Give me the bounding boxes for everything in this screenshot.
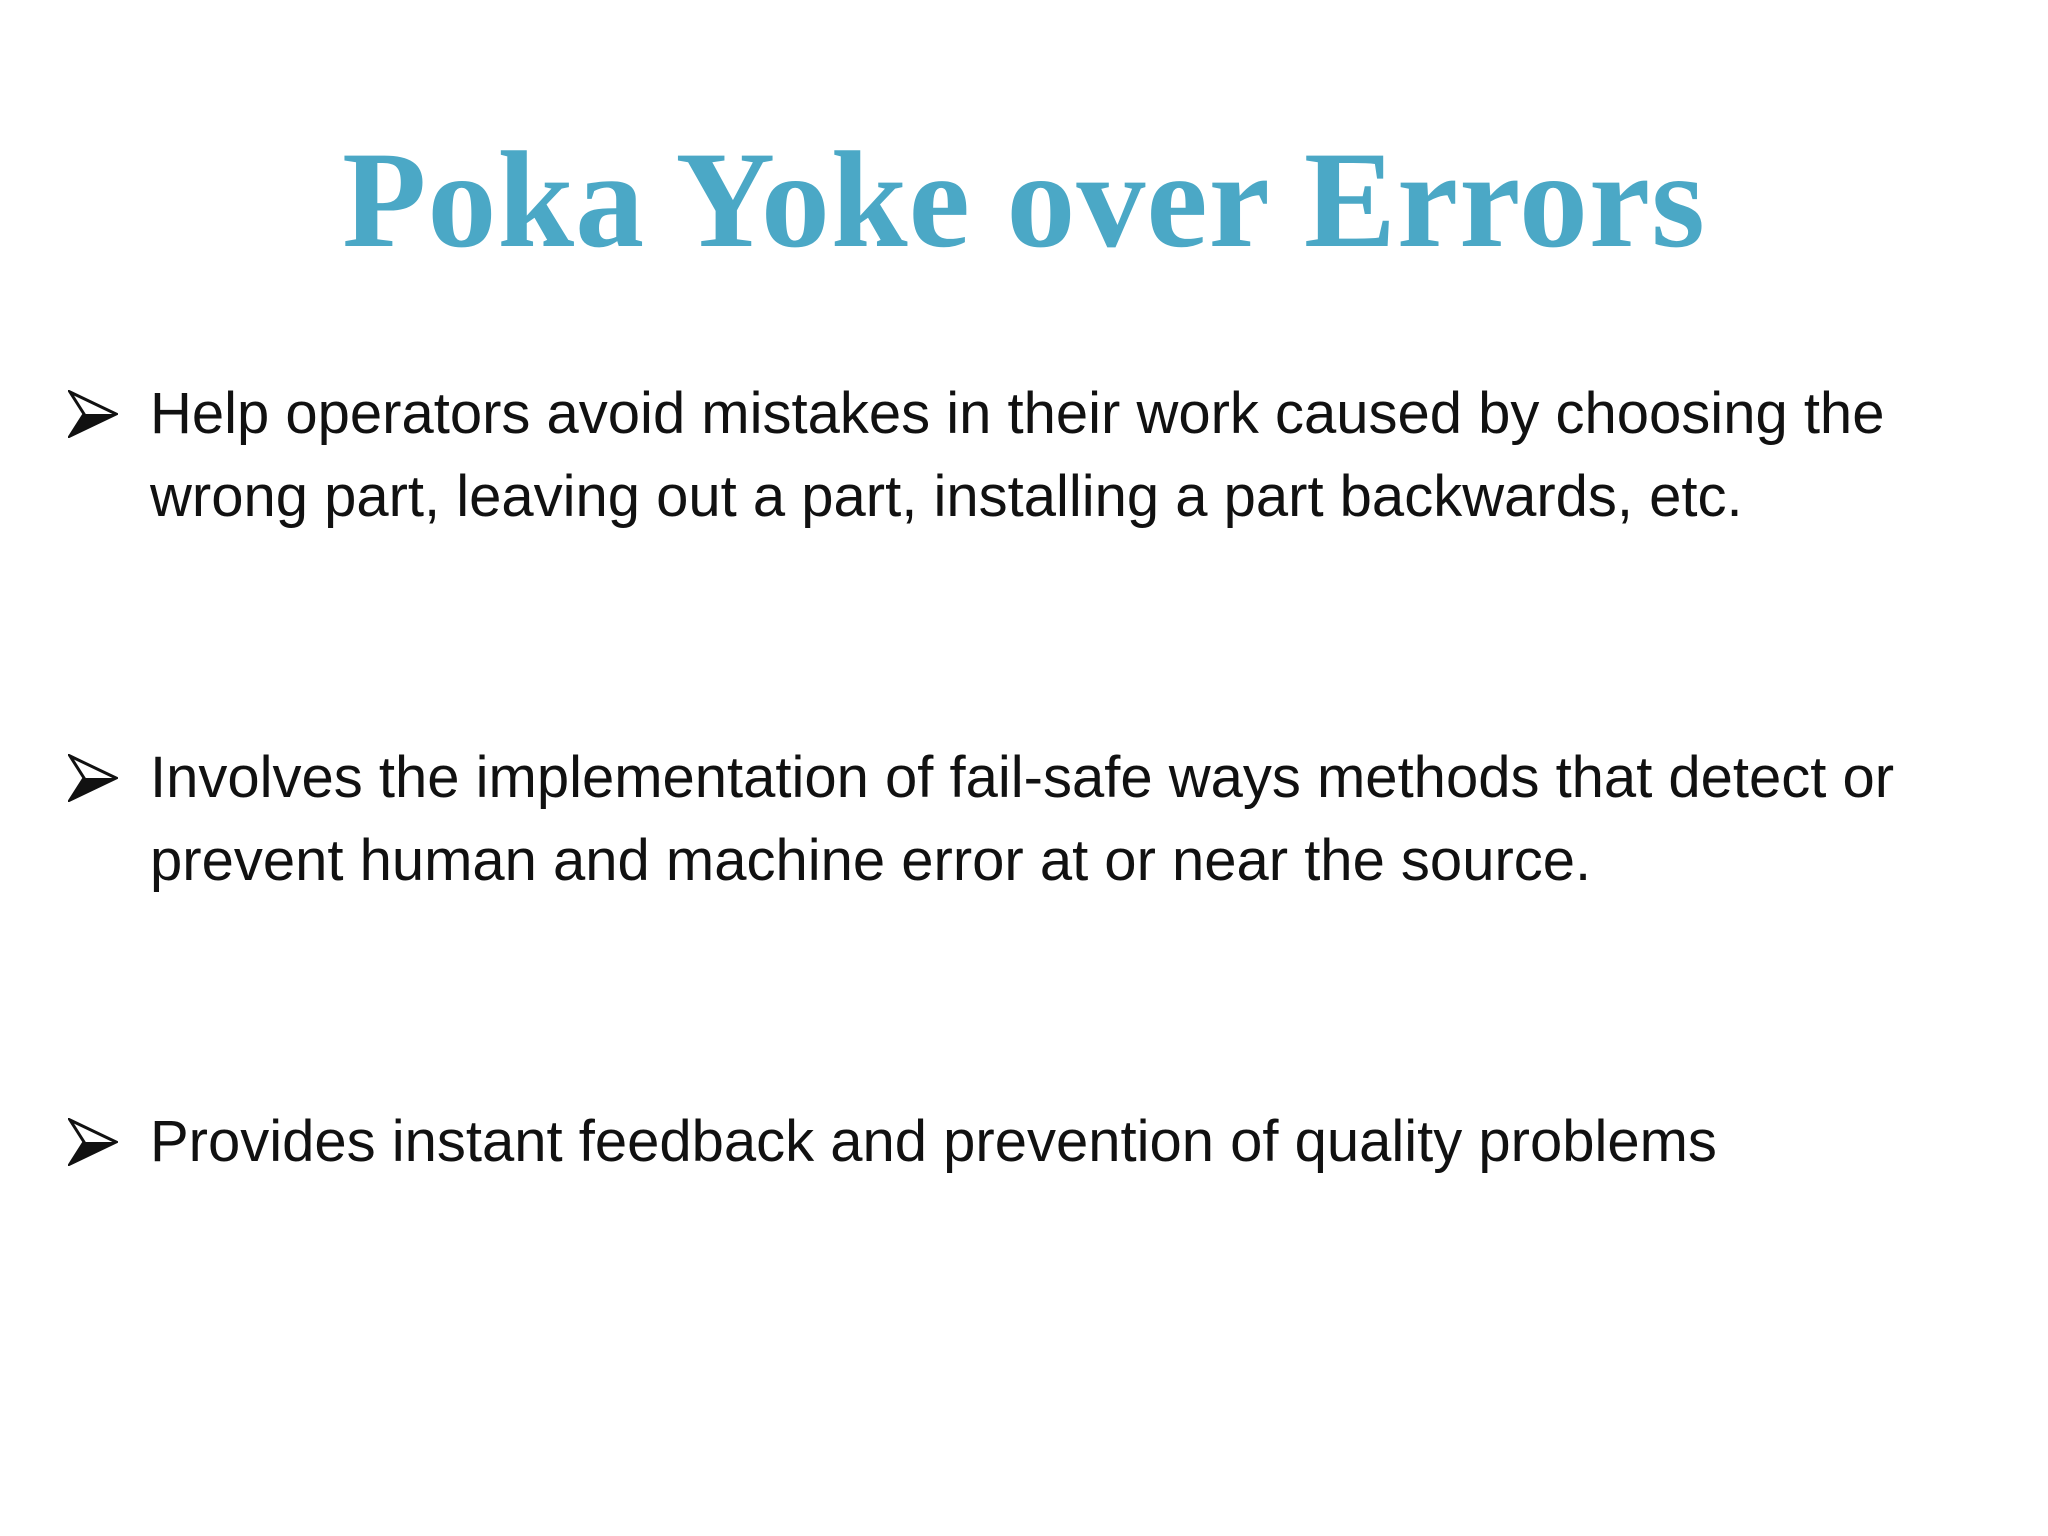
bullet-item (150, 372, 1960, 538)
bullet-text: Provides instant feedback and prevention of quality problems (150, 1109, 1717, 1174)
bullet-item (150, 1100, 1960, 1183)
arrow-bullet-icon (68, 1118, 118, 1166)
bullet-text: Help operators avoid mistakes in their work caused by choosing the wrong part, leaving out a part, installing a part backwards, etc. (150, 381, 1885, 529)
slide-title: Poka Yoke over Errors (342, 123, 1706, 276)
bullet-text: Involves the implementation of fail-safe ways methods that detect or prevent human and machine error at or near the source. (150, 745, 1895, 893)
arrow-bullet-icon (68, 754, 118, 802)
arrow-bullet-icon (68, 390, 118, 438)
bullet-item (150, 736, 1960, 902)
